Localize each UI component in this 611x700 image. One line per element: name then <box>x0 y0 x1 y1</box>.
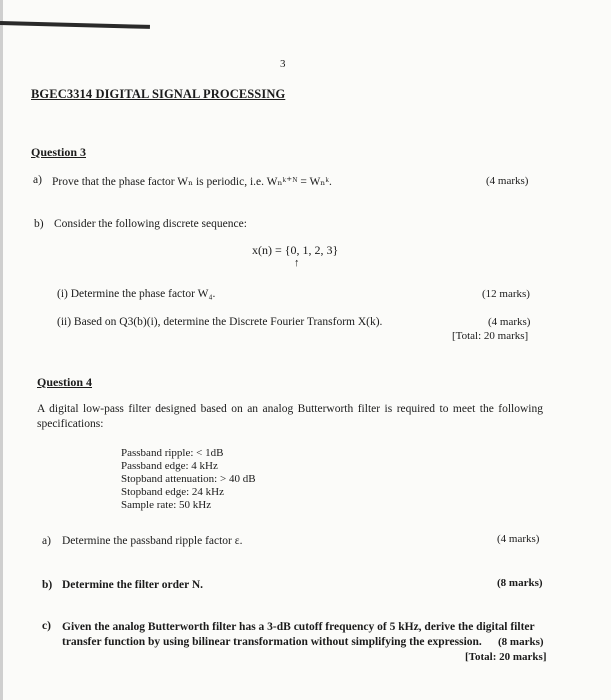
spec-stopband-edge: Stopband edge: 24 kHz <box>121 486 224 498</box>
q4-total: [Total: 20 marks] <box>465 651 547 663</box>
q4a-text: Determine the passband ripple factor ε. <box>62 535 243 547</box>
q3b-i-text: (i) Determine the phase factor W₄. <box>57 288 216 300</box>
q4c-label: c) <box>42 620 51 632</box>
course-title: BGEC3314 DIGITAL SIGNAL PROCESSING <box>31 87 286 101</box>
q3b-label: b) <box>34 218 44 230</box>
q3b-ii-marks: (4 marks) <box>488 316 531 328</box>
page-edge-shadow <box>0 0 3 700</box>
specifications-list <box>121 447 256 512</box>
q4a-label: a) <box>42 535 51 547</box>
q3a-marks: (4 marks) <box>486 175 529 187</box>
spec-stopband-attenuation: Stopband attenuation: > 40 dB <box>121 473 256 485</box>
q3b-i-marks: (12 marks) <box>482 288 530 300</box>
up-arrow-icon: ↑ <box>294 257 300 269</box>
q3a-label: a) <box>33 174 42 186</box>
q3b-ii-text: (ii) Based on Q3(b)(i), determine the Discrete Fourier Transform X(k). <box>57 316 383 328</box>
q3b-text: Consider the following discrete sequence: <box>54 218 247 230</box>
q4b-marks: (8 marks) <box>497 577 543 589</box>
question-4-heading: Question 4 <box>37 375 93 389</box>
q4c-text: Given the analog Butterworth filter has a 3-dB cutoff frequency of 5 kHz, derive the digital filter transfer function by using bilinear transformation without simplifying the expression. <box>62 621 535 648</box>
q3-total: [Total: 20 marks] <box>452 330 529 342</box>
q4c-marks: (8 marks) <box>498 636 544 648</box>
sequence-equation: x(n) = {0, 1, 2, 3} <box>252 243 339 257</box>
q4-intro: A digital low-pass filter designed based on an analog Butterworth filter is required to meet the following specifications: <box>37 403 543 430</box>
q4a-marks: (4 marks) <box>497 533 540 545</box>
spec-passband-edge: Passband edge: 4 kHz <box>121 460 218 472</box>
top-edge-rule <box>0 21 150 29</box>
spec-passband-ripple: Passband ripple: < 1dB <box>121 447 224 459</box>
q3a-text: Prove that the phase factor Wₙ is periodic, i.e. Wₙᵏ⁺ᴺ = Wₙᵏ. <box>52 176 332 188</box>
question-3-heading: Question 3 <box>31 145 87 159</box>
q4b-text: Determine the filter order N. <box>62 579 204 591</box>
page-number: 3 <box>280 58 286 70</box>
q4b-label: b) <box>42 579 53 591</box>
spec-sample-rate: Sample rate: 50 kHz <box>121 499 212 511</box>
